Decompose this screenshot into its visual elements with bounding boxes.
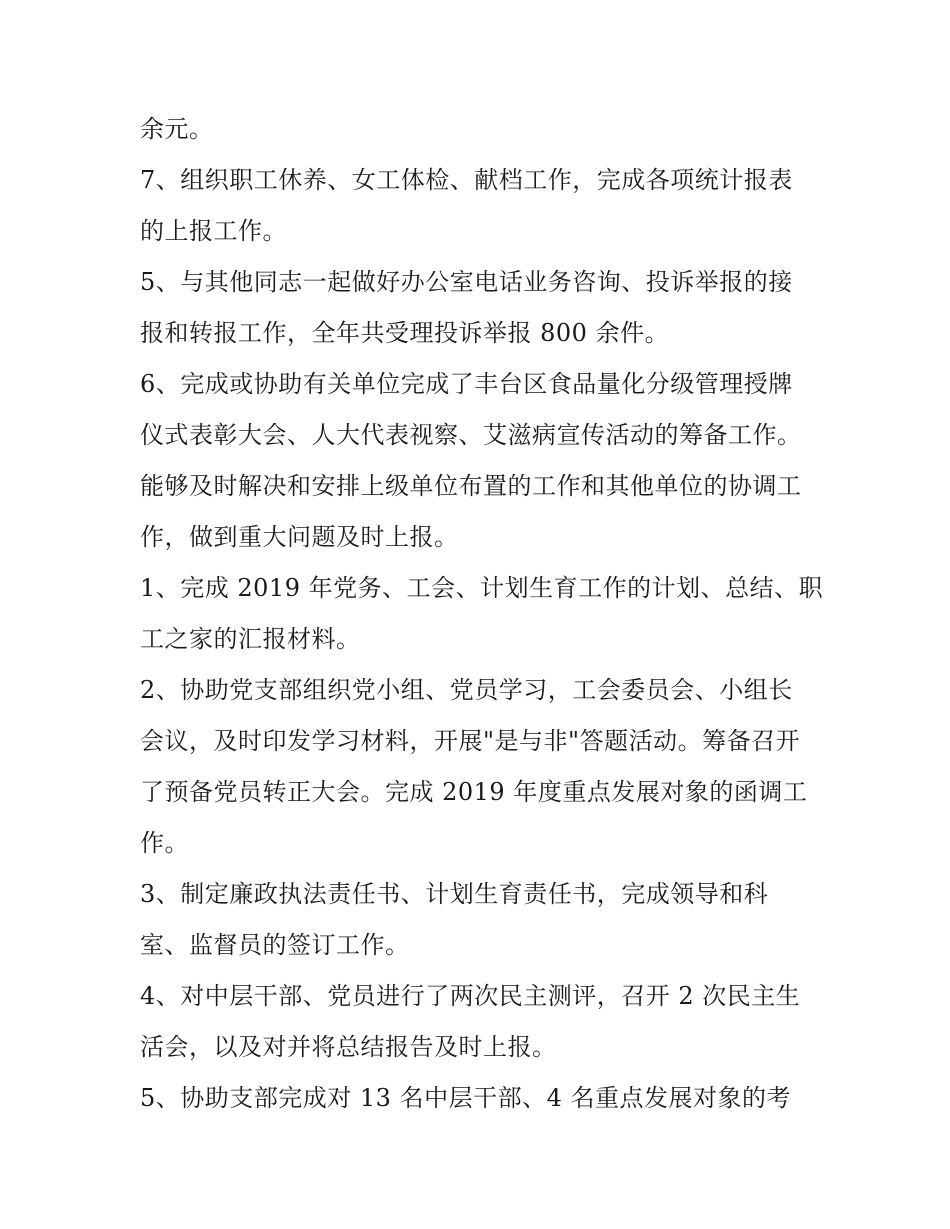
text-line: 的上报工作。 (140, 217, 287, 245)
text-line: 作，做到重大问题及时上报。 (140, 523, 459, 551)
text-line: 2、协助党支部组织党小组、党员学习，工会委员会、小组长 (140, 676, 793, 704)
text-line: 5、与其他同志一起做好办公室电话业务咨询、投诉举报的接 (140, 268, 793, 296)
text-line: 工之家的汇报材料。 (140, 625, 361, 653)
text-line: 4、对中层干部、党员进行了两次民主测评，召开 2 次民主生 (140, 982, 801, 1010)
text-line: 5、协助支部完成对 13 名中层干部、4 名重点发展对象的考 (140, 1084, 791, 1112)
text-line: 报和转报工作，全年共受理投诉举报 800 余件。 (140, 319, 670, 347)
text-line: 作。 (140, 829, 189, 857)
text-line: 室、监督员的签订工作。 (140, 931, 410, 959)
text-line: 能够及时解决和安排上级单位布置的工作和其他单位的协调工 (140, 472, 802, 500)
text-line: 3、制定廉政执法责任书、计划生育责任书，完成领导和科 (140, 880, 769, 908)
text-line: 1、完成 2019 年党务、工会、计划生育工作的计划、总结、职 (140, 574, 824, 602)
text-line: 6、完成或协助有关单位完成了丰台区食品量化分级管理授牌 (140, 370, 793, 398)
text-line: 会议，及时印发学习材料，开展"是与非"答题活动。筹备召开 (140, 727, 801, 755)
text-line: 活会，以及对并将总结报告及时上报。 (140, 1033, 557, 1061)
document-body (140, 104, 824, 1124)
text-line: 了预备党员转正大会。完成 2019 年度重点发展对象的函调工 (140, 778, 808, 806)
text-line: 仪式表彰大会、人大代表视察、艾滋病宣传活动的筹备工作。 (140, 421, 802, 449)
text-line: 7、组织职工休养、女工体检、献档工作，完成各项统计报表 (140, 166, 793, 194)
text-line: 余元。 (140, 115, 214, 143)
